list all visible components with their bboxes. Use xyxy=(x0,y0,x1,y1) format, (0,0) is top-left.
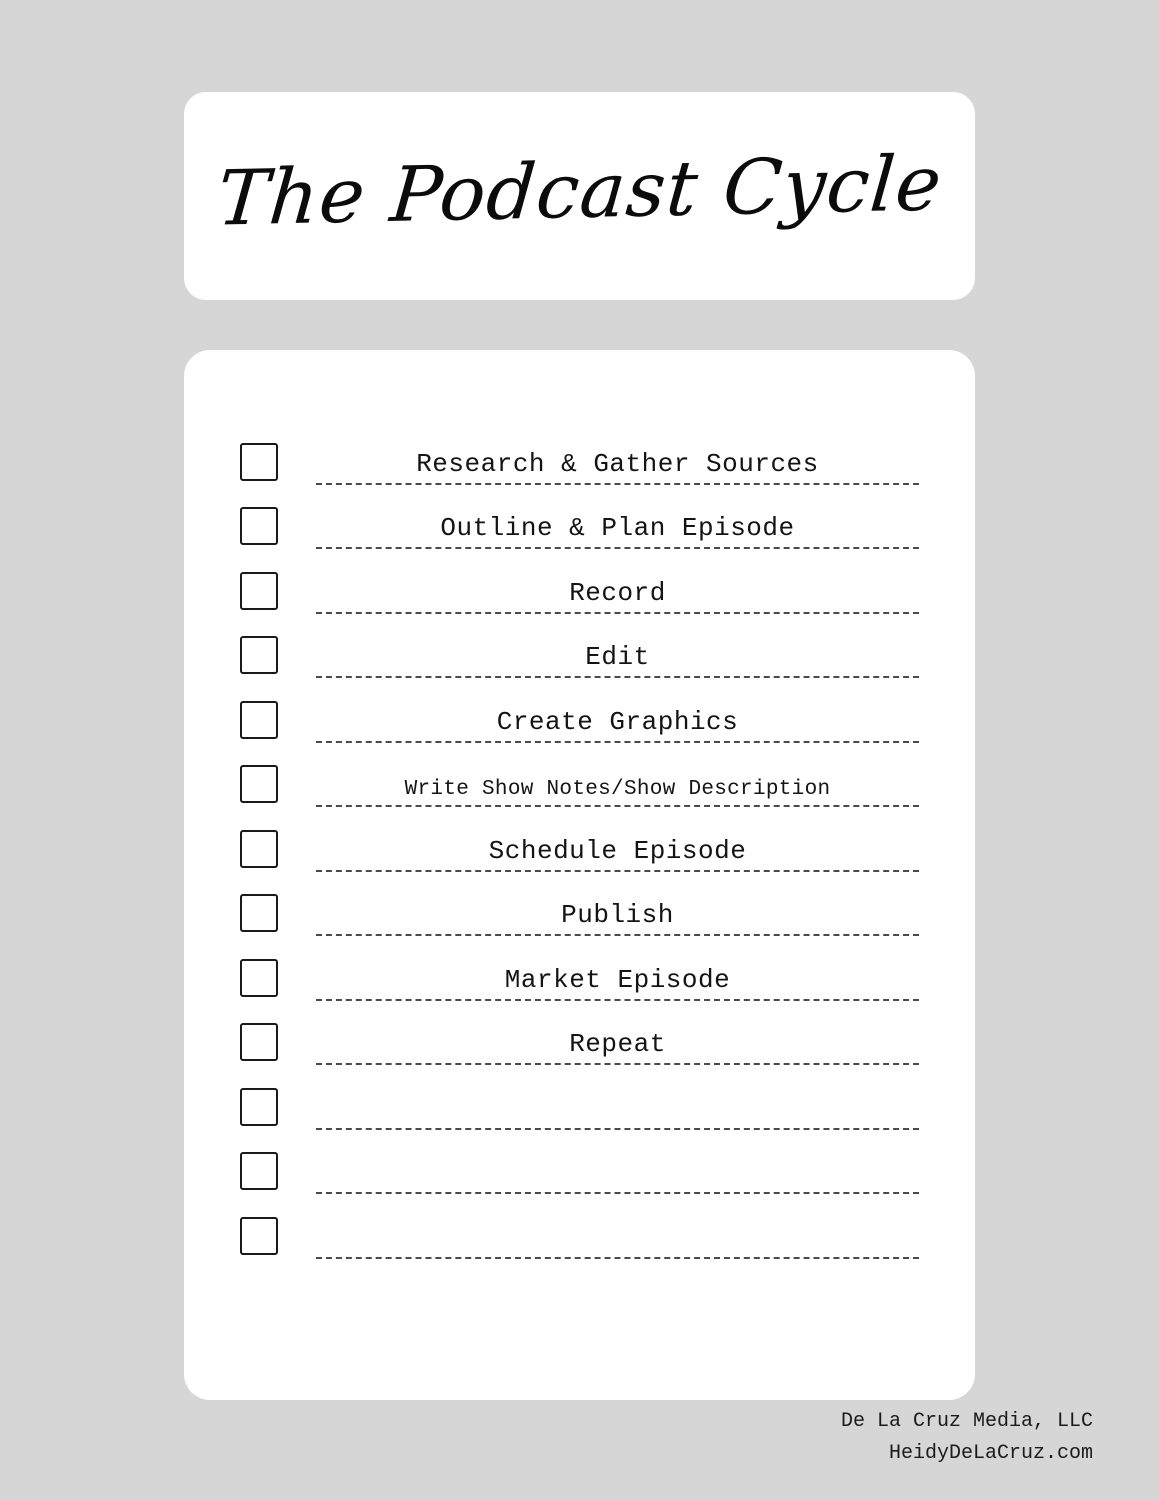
checkbox-icon[interactable] xyxy=(240,830,278,868)
checklist-row xyxy=(240,549,919,614)
checkbox-icon[interactable] xyxy=(240,959,278,997)
checklist-row xyxy=(240,1001,919,1066)
checklist-line[interactable] xyxy=(316,503,919,549)
checkbox-icon[interactable] xyxy=(240,894,278,932)
checklist-line[interactable] xyxy=(316,826,919,872)
checkbox-icon[interactable] xyxy=(240,1152,278,1190)
checklist-item-label: Write Show Notes/Show Description xyxy=(404,778,831,801)
checklist-row xyxy=(240,678,919,743)
checklist-line[interactable] xyxy=(316,632,919,678)
checklist-row xyxy=(240,936,919,1001)
checklist-row xyxy=(240,1194,919,1259)
checkbox-icon[interactable] xyxy=(240,507,278,545)
checklist-line[interactable] xyxy=(316,955,919,1001)
checklist-item-label: Create Graphics xyxy=(496,706,739,737)
checklist-row xyxy=(240,485,919,550)
checklist-line[interactable] xyxy=(316,697,919,743)
title-card xyxy=(184,92,975,300)
checklist-item-label: Repeat xyxy=(569,1029,666,1059)
checklist-line[interactable] xyxy=(316,439,919,485)
checklist-row xyxy=(240,1130,919,1195)
checklist-line[interactable] xyxy=(316,1084,919,1130)
checklist-card xyxy=(184,350,975,1400)
checklist-row xyxy=(240,420,919,485)
checklist-item-label: Research & Gather Sources xyxy=(416,448,819,479)
checklist-row xyxy=(240,807,919,872)
checklist-line[interactable] xyxy=(316,761,919,807)
checklist-line[interactable] xyxy=(316,1019,919,1065)
checklist xyxy=(240,420,919,1259)
checkbox-icon[interactable] xyxy=(240,1217,278,1255)
checklist-item-label: Schedule Episode xyxy=(488,835,747,866)
checkbox-icon[interactable] xyxy=(240,1088,278,1126)
checklist-item-label: Record xyxy=(569,577,666,608)
checklist-row xyxy=(240,1065,919,1130)
checkbox-icon[interactable] xyxy=(240,1023,278,1061)
footer xyxy=(841,1406,1093,1470)
checklist-row xyxy=(240,872,919,937)
checkbox-icon[interactable] xyxy=(240,765,278,803)
footer-company: De La Cruz Media, LLC xyxy=(840,1410,1093,1433)
checklist-item-label: Market Episode xyxy=(504,964,731,995)
checklist-item-label: Outline & Plan Episode xyxy=(440,513,795,543)
checklist-row xyxy=(240,743,919,808)
checkbox-icon[interactable] xyxy=(240,443,278,481)
checklist-item-label: Publish xyxy=(561,900,674,930)
checklist-line[interactable] xyxy=(316,890,919,936)
checklist-row xyxy=(240,614,919,679)
page-title: The Podcast Cycle xyxy=(214,138,946,243)
checklist-line[interactable] xyxy=(316,568,919,614)
checkbox-icon[interactable] xyxy=(240,572,278,610)
checklist-line[interactable] xyxy=(316,1148,919,1194)
checklist-line[interactable] xyxy=(316,1213,919,1259)
checkbox-icon[interactable] xyxy=(240,636,278,674)
footer-website: HeidyDeLaCruz.com xyxy=(888,1442,1093,1465)
checkbox-icon[interactable] xyxy=(240,701,278,739)
checklist-item-label: Edit xyxy=(585,642,650,672)
